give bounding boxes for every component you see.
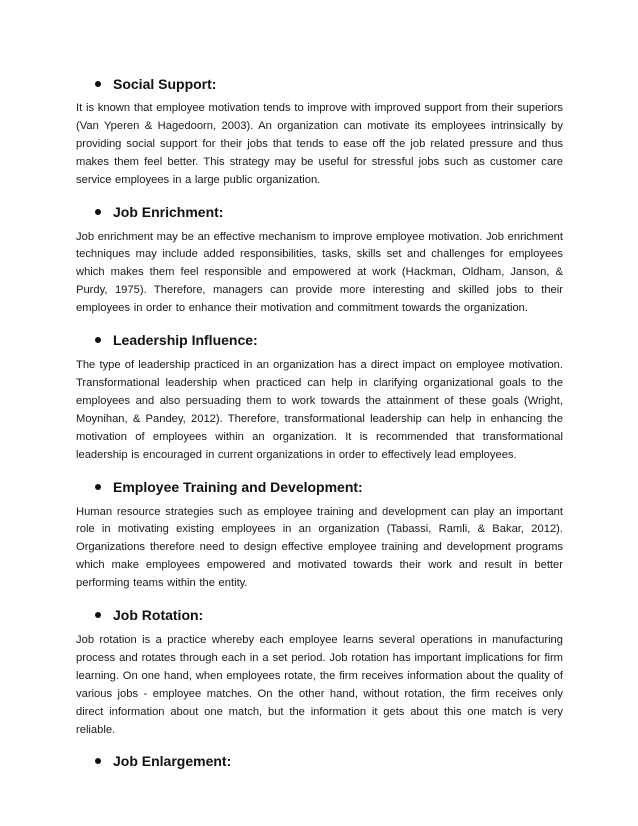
document-page — [76, 74, 563, 778]
section-heading — [76, 477, 563, 497]
section-employee-training — [76, 477, 563, 594]
bullet-icon — [95, 337, 101, 343]
bullet-icon — [95, 484, 101, 490]
section-heading — [76, 330, 563, 350]
bullet-icon — [95, 612, 101, 618]
section-heading — [76, 202, 563, 222]
section-paragraph: Human resource strategies such as employee training and development can play an important role in motivating existing employees in an organization (Tabassi, Ramli, & Bakar, 2012). Organizations therefore need to design effective employee training and development programs which make employees empowered and motivated towards their work and result in better performing teams within the entity. — [76, 505, 563, 590]
section-job-rotation — [76, 605, 563, 739]
section-paragraph: The type of leadership practiced in an organization has a direct impact on employee motivation. Transformational leadership when practiced can help in clarifying organizational goals to the employees and also persuading them to work towards the attainment of these goals (Wright, Moynihan, & Pandey, 2012). Therefore, transformational leadership can help in enhancing the motivation of employees within an organization. It is recommended that transformational leadership is encouraged in current organizations in order to effectively lead employees. — [76, 359, 563, 461]
bullet-icon — [95, 758, 101, 764]
section-paragraph: Job enrichment may be an effective mechanism to improve employee motivation. Job enrichment techniques may include added responsibilities, tasks, skills set and challenges for employees which makes them feel responsible and empowered at work (Hackman, Oldham, Janson, & Purdy, 1975). Therefore, managers can provide more interesting and skilled jobs to their employees in order to enhance their motivation and commitment towards the organization. — [76, 230, 563, 315]
section-heading-text: Employee Training and Development: — [113, 478, 363, 495]
section-leadership-influence — [76, 330, 563, 464]
bullet-icon — [95, 81, 101, 87]
section-heading-text: Social Support: — [113, 76, 217, 92]
section-job-enlargement — [76, 751, 563, 771]
section-social-support — [76, 74, 563, 190]
section-paragraph: Job rotation is a practice whereby each employee learns several operations in manufacturing process and rotates through each in a set period. Job rotation has important implications for firm learning. On one hand, when employees rotate, the firm receives information about the quality of various jobs - employee matches. On the other hand, without rotation, the firm receives only direct information about one match, but the information it gets about this one match is very reliable. — [76, 634, 563, 736]
section-paragraph: It is known that employee motivation tends to improve with improved support from their superiors (Van Yperen & Hagedoorn, 2003). An organization can motivate its employees intrinsically by providing social support for their jobs that tends to ease off the job related pressure and thus makes them feel better. This strategy may be useful for stressful jobs such as customer care service employees in a large public organization. — [76, 102, 563, 186]
section-heading — [76, 74, 563, 94]
section-job-enrichment — [76, 202, 563, 319]
section-heading — [76, 751, 563, 771]
section-heading-text: Job Rotation: — [113, 607, 204, 624]
bullet-icon — [95, 209, 101, 215]
section-heading-text: Job Enrichment: — [113, 203, 224, 220]
section-heading-text: Job Enlargement: — [113, 753, 232, 770]
section-heading-text: Leadership Influence: — [113, 332, 258, 349]
section-heading — [76, 605, 563, 625]
